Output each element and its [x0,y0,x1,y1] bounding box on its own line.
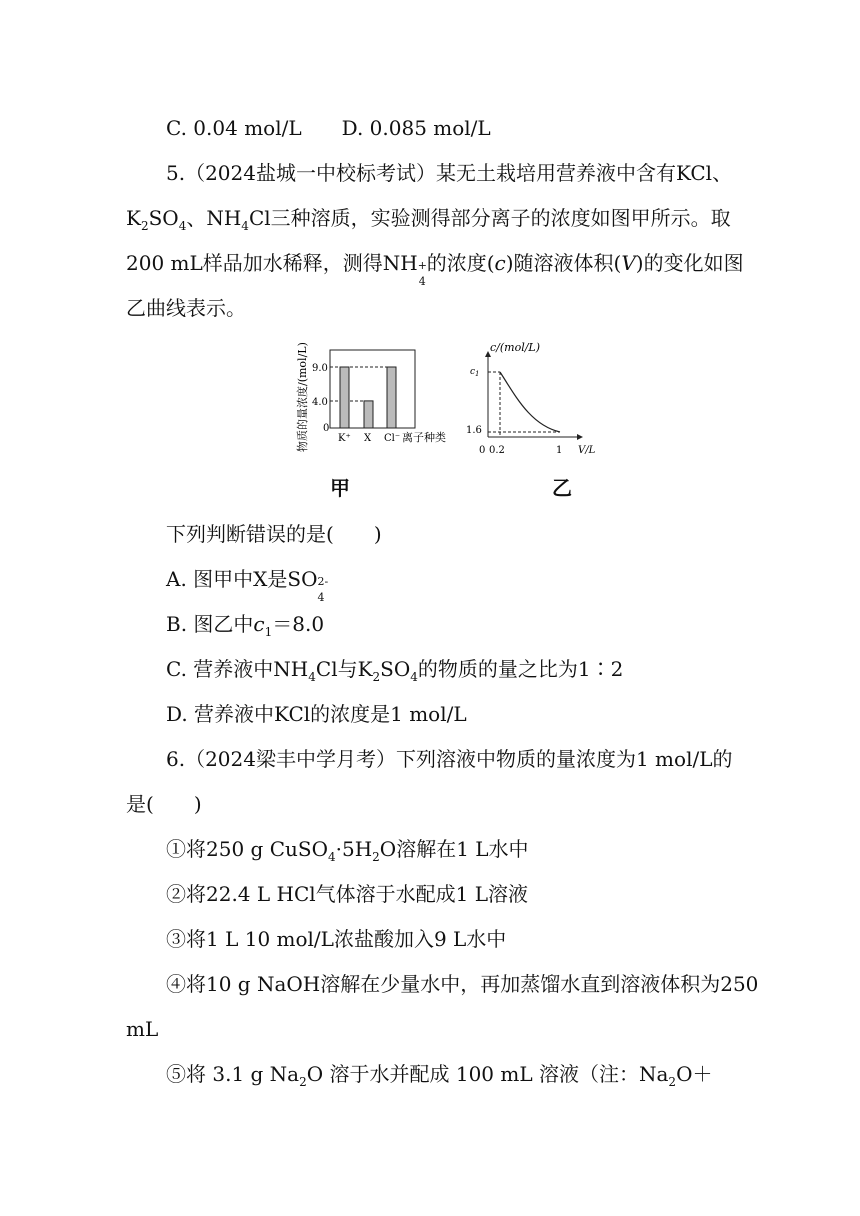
figure-a-cat-cl: Cl⁻ [384,433,401,444]
figure-b-xtick-1: 1 [556,445,563,456]
q5-stem-line2: $K_2SO_4$、$NH_4Cl$三种溶质，实验测得部分离子的浓度如图甲所示。取 [126,206,731,233]
q4-options [166,118,491,138]
q6-item-3[interactable]: ③将1 L 10 mol/L浓盐酸加入9 L水中 [166,927,507,951]
figure-b-ytick-1-6: 1.6 [466,425,482,436]
figure-a-cat-x: X [364,433,372,444]
figure-a-bar-chart [280,330,450,470]
figure-b-xlabel: V/L [578,445,596,456]
figure-a-ytick-4: 4.0 [312,397,328,408]
q6-item-5[interactable]: ⑤将 3.1 g $Na_2O$ 溶于水并配成 100 mL 溶液（注：$Na_2O+$ [166,1062,713,1089]
figure-a-ytick-0: 0 [323,423,330,434]
figure-b-caption: 乙 [552,476,572,500]
q5-stem-line4: 乙曲线表示。 [126,296,246,320]
q5-option-c[interactable]: C. 营养液中$NH_4Cl$与$K_2SO_4$的物质的量之比为1∶2 [166,657,624,684]
figure-b-curve [500,372,560,432]
q6-item-4-line2: mL [126,1017,159,1041]
figure-a-xlabel: 离子种类 [402,431,446,444]
q4-option-d: D. 0.085 mol/L [341,116,491,140]
q5-option-d[interactable]: D. 营养液中KCl的浓度是1 mol/L [166,702,467,726]
q5-stem-line3: 200 mL样品加水稀释，测得NH + 4 的浓度(c)随溶液体积(V)的变化如图 [126,251,744,288]
figure-a-ytick-9: 9.0 [312,363,328,374]
q5-option-b[interactable]: B. 图乙中$c_1=8.0$ [166,612,325,639]
figure-b-ytick-c1: $c_1$ [470,367,480,378]
q6-item-2[interactable]: ②将22.4 L HCl气体溶于水配成1 L溶液 [166,882,529,906]
figure-a-cat-k: K⁺ [338,433,351,444]
figure-a-caption: 甲 [330,476,350,500]
figure-b-line-chart [466,330,620,470]
figure-a-bar-cl [387,367,396,428]
q6-stem-line1: 6.（2024梁丰中学月考）下列溶液中物质的量浓度为1 mol/L的 [166,747,733,771]
figure-b-ylabel: c/(mol/L) [490,341,541,354]
figure-b-xtick-0-2: 0.2 [489,445,505,456]
q6-item-4-line1[interactable]: ④将10 g NaOH溶解在少量水中，再加蒸馏水直到溶液体积为250 [166,972,759,996]
q6-item-1[interactable]: ①将250 g $CuSO_4\cdot 5H_2O$溶解在1 L水中 [166,837,529,864]
q5-option-a[interactable]: A. 图甲中X是SO 2- 4 [166,567,329,604]
q6-stem-line2: 是( ) [126,792,202,816]
q5-question: 下列判断错误的是( ) [166,522,382,546]
figure-a-ylabel: 物质的量浓度/(mol/L) [296,342,309,452]
q5-stem-line1: 5.（2024盐城一中校标考试）某无土栽培用营养液中含有KCl、 [166,161,733,185]
figure-a-bar-k [340,367,349,428]
figure-b-xtick-0: 0 [479,445,486,456]
figure-a-bar-x [364,401,373,428]
q4-option-c: C. 0.04 mol/L [166,116,302,140]
